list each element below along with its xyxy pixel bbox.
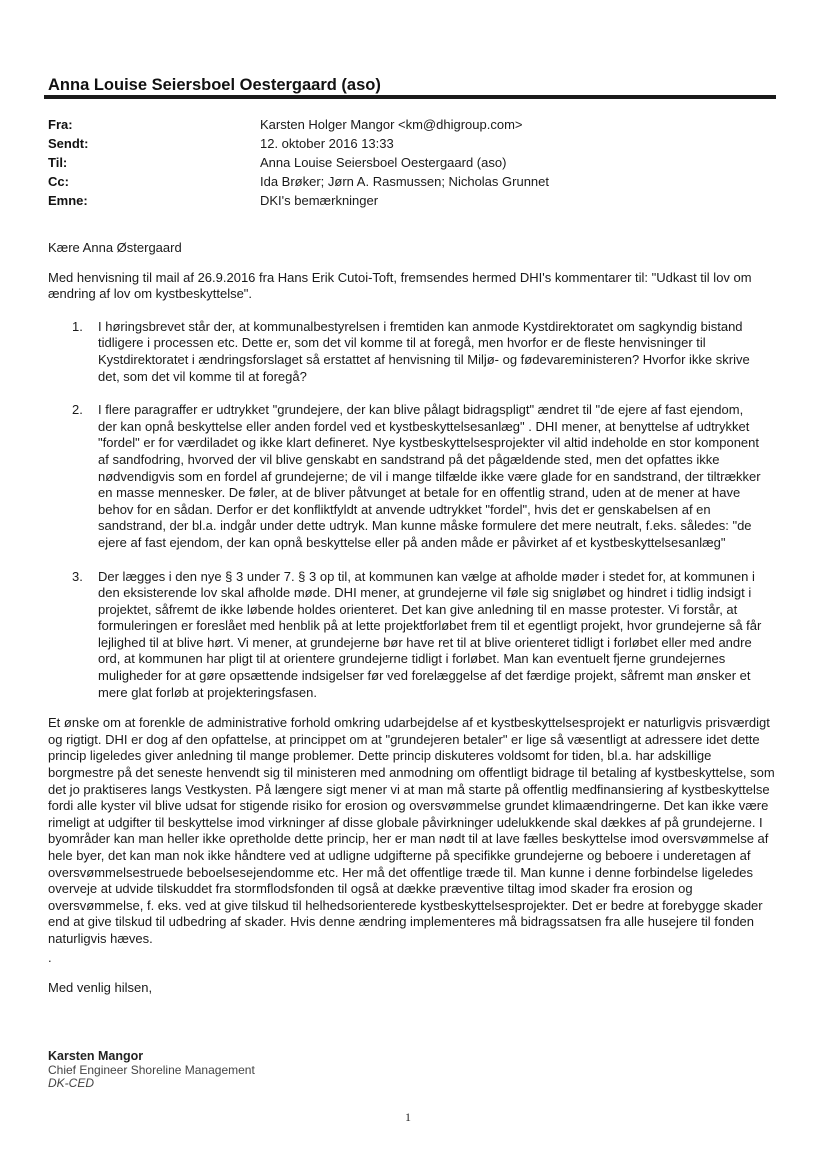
signature-name: Karsten Mangor	[48, 1049, 144, 1063]
signature-block	[48, 1050, 255, 1091]
header-value-cc: Ida Brøker; Jørn A. Rasmussen; Nicholas Grunnet	[260, 174, 549, 189]
header-value-to: Anna Louise Seiersboel Oestergaard (aso)	[260, 155, 507, 170]
list-item-text: I flere paragraffer er udtrykket "grundejere, der kan blive pålagt bidragspligt" ændret til "de ejere af fast ejendom, der kan opnå beskyttelse eller anden fordel ved et kystbeskyttelsesanlæg" . DHI mener, at benyttelse af udtrykket "fordel" er for værdiladet og ikke klart defineret. Nye kystbeskyttelsesprojekter vil altid indeholde en stor komponent af sandfodring, hvorved der vil blive genskabt en sandstrand på det pågældende sted, men det opfattes ikke nødvendigvis som en fordel af grundejerne; de vil i mange tilfælde ikke være glade for en sandstrand, der tiltrækker en masse mennesker. De føler, at de bliver påtvunget at betale for en offentlig strand, uden at de mener at have behov for en sådan. Derfor er det konfliktfyldt at anvende udtrykket "fordel", hvis det er genskabelsen af en sandstrand, der bl.a. indgår under dette udtryk. Man kunne måske formulere det mere neutralt, f.eks. således: "de ejere af fast ejendom, der kan opnå beskyttelse eller på anden måde er påvirket af et kystbeskyttelsesanlæg"	[98, 402, 761, 550]
page-number: 1	[405, 1110, 411, 1124]
header-label: Emne:	[48, 193, 88, 208]
header-row-sent	[48, 134, 768, 153]
stray-dot: .	[48, 949, 52, 965]
header-row-subject	[48, 191, 768, 210]
closing-line: Med venlig hilsen,	[48, 979, 153, 995]
list-item-text: I høringsbrevet står der, at kommunalbestyrelsen i fremtiden kan anmode Kystdirektoratet om sagkyndig bistand tidligere i processen etc. Dette er, som det vil komme til at foregå, men hvorfor er de fleste henvisninger til Kystdirektoratet i ændringsforslaget så erstattet af henvisning til Miljø- og fødevareministeren? Hvorfor ikke skrive det, som det vil komme til at foregå?	[98, 318, 750, 384]
list-number: 2.	[72, 402, 83, 418]
header-label: Fra:	[48, 117, 73, 132]
list-item	[48, 569, 778, 702]
list-number: 3.	[72, 568, 83, 584]
header-label: Sendt:	[48, 136, 89, 151]
list-number: 1.	[72, 318, 83, 334]
signature-department: DK-CED	[48, 1076, 95, 1090]
main-paragraph: Et ønske om at forenkle de administrative forhold omkring udarbejdelse af et kystbeskyttelsesprojekt er naturligvis prisværdigt og rigtigt. DHI er dog af den opfattelse, at princippet om at "grundejeren betaler" er lige så væsentligt at adressere idet dette princip ligeledes giver anledning til mange problemer. Dette princip diskuteres voldsomt for tiden, bl.a. har adskillige borgmestre på det seneste henvendt sig til ministeren med anmodning om offentligt bidrage til betaling af kystbeskyttelse, som det jo praktiseres langs Vestkysten. På længere sigt mener vi at man må starte på offentlig medfinansiering af kystbeskyttelse fordi alle kyster vil blive udsat for stigende risiko for erosion og oversvømmelse grundet klimaændringerne. Det kan ikke være rimeligt at udgifter til beskyttelse imod virkninger af disse globale påvirkninger udelukkende skal dækkes af på grundejerne. I byområder kan man heller ikke opretholde dette princip, her er man nødt til at lave fælles beskyttelse imod oversvømmelse af hele byer, det kan man nok ikke håndtere ved at udligne udgifterne på specifikke grundejerne og beboere i underetagen af oversvømmelsestruede beboelsesejendomme etc. Her må det offentlige træde til. Man kunne i denne forbindelse ligeledes overveje at udvide tilskuddet fra stormflodsfonden til også at dække præventive tiltag imod skader fra erosion og oversvømmelse, f. eks. ved at give tilskud til helhedsorienterede kystbeskyttelsesprojekter. Det er bedre at forebygge skader end at give tilskud til udbedring af skader. Hvis denne ændring implementeres må bidragssatsen fra alle husejere til fonden naturligvis hæves.	[48, 715, 775, 946]
greeting: Kære Anna Østergaard	[48, 240, 182, 255]
header-value-from: Karsten Holger Mangor <km@dhigroup.com>	[260, 117, 523, 132]
title-rule	[44, 95, 776, 99]
header-label: Cc:	[48, 174, 69, 189]
header-row-from	[48, 115, 768, 134]
intro-paragraph: Med henvisning til mail af 26.9.2016 fra Hans Erik Cutoi-Toft, fremsendes hermed DHI's kommentarer til: "Udkast til lov om ændring af lov om kystbeskyttelse".	[48, 269, 752, 302]
signature-role: Chief Engineer Shoreline Management	[48, 1062, 255, 1077]
header-label: Til:	[48, 155, 68, 170]
header-value-subject: DKI's bemærkninger	[260, 193, 379, 208]
email-header-block	[48, 115, 768, 210]
header-row-cc	[48, 172, 768, 191]
header-value-sent: 12. oktober 2016 13:33	[260, 136, 394, 151]
list-item-text: Der lægges i den nye § 3 under 7. § 3 op til, at kommunen kan vælge at afholde møder i stedet for, at kommunen i den eksisterende lov skal afholde møde. DHI mener, at grundejerne vil føle sig snigløbet og hindret i tidlig indsigt i projektet, såfremt de ikke løbende holdes orienteret. Det kan give anledning til en masse protester. Vi forstår, at formuleringen er foreslået med henblik på at lette projektforløbet frem til et egentligt projekt, hvor grundejerne så får lejlighed til at blive hørt. Vi mener, at grundejerne bør have ret til at blive orienteret tidligt i forløbet eller med andre ord, at kommunen har pligt til at orientere grundejerne tidligt i forløbet. Man kan eventuelt fjerne grundejernes muligheder for at gøre opsættende indsigelser før ved forelæggelse af det færdige projekt, såfremt man ønsker et mere glat forløb at projekteringsfasen.	[98, 568, 762, 700]
list-item	[48, 402, 778, 551]
list-item	[48, 319, 778, 385]
mailbox-owner-title: Anna Louise Seiersboel Oestergaard (aso)	[48, 76, 381, 94]
comment-list	[48, 319, 778, 701]
header-row-to	[48, 153, 768, 172]
email-body	[48, 240, 778, 996]
